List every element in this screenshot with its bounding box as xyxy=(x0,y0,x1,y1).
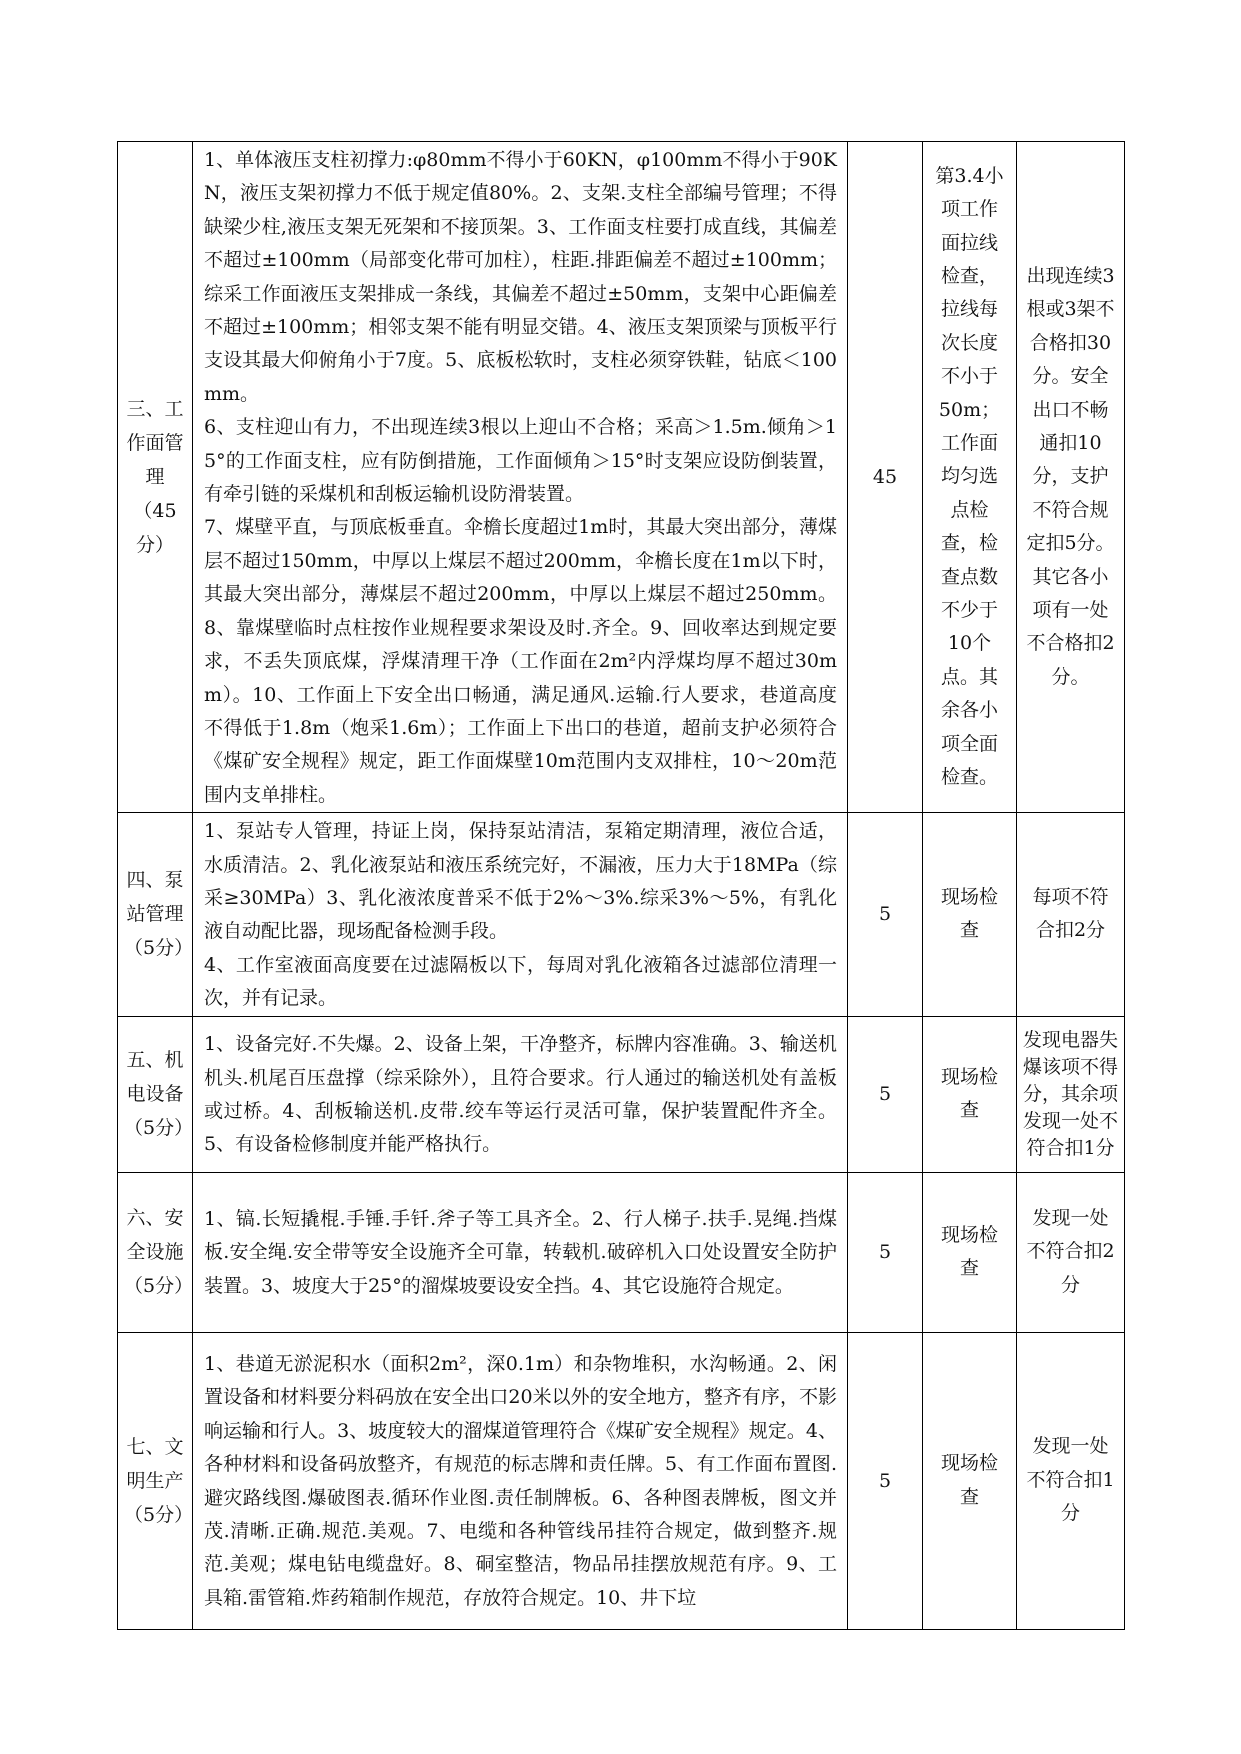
score-cell: 5 xyxy=(848,1332,923,1629)
score-cell: 5 xyxy=(848,1016,923,1172)
requirement-text: 1、巷道无淤泥积水（面积2m²，深0.1m）和杂物堆积，水沟畅通。2、闲置设备和材料要分料码放在安全出口20米以外的安全地方，整齐有序，不影响运输和行人。3、坡度较大的溜煤道管理符合《煤矿安全规程》规定。4、各种材料和设备码放整齐，有规范的标志牌和责任牌。5、有工作面布置图.避灾路线图.爆破图表.循环作业图.责任制牌板。6、各种图表牌板，图文并茂.清晰.正确.规范.美观。7、电缆和各种管线吊挂符合规定，做到整齐.规范.美观；煤电钻电缆盘好。8、硐室整洁，物品吊挂摆放规范有序。9、工具箱.雷管箱.炸药箱制作规范，存放符合规定。10、井下垃 xyxy=(204,1352,837,1609)
requirement-text: 1、设备完好.不失爆。2、设备上架，干净整齐，标牌内容准确。3、输送机机头.机尾百压盘撑（综采除外），且符合要求。行人通过的输送机处有盖板或过桥。4、刮板输送机.皮带.绞车等运行灵活可靠，保护装置配件齐全。5、有设备检修制度并能严格执行。 xyxy=(204,1033,837,1156)
score-cell: 5 xyxy=(848,1172,923,1332)
requirement-text: 7、煤壁平直，与顶底板垂直。伞檐长度超过1m时，其最大突出部分，薄煤层不超过150mm，中厚以上煤层不超过200mm，伞檐长度在1m以下时，其最大突出部分，薄煤层不超过200mm，中厚以上煤层不超过250mm。8、靠煤壁临时点柱按作业规程要求架设及时.齐全。9、回收率达到规定要求，不丢失顶底煤，浮煤清理干净（工作面在2m²内浮煤均厚不超过30mm）。10、工作面上下安全出口畅通，满足通风.运输.行人要求，巷道高度不得低于1.8m（炮采1.6m）；工作面上下出口的巷道，超前支护必须符合《煤矿安全规程》规定，距工作面煤壁10m范围内支双排柱，10～20m范围内支单排柱。 xyxy=(204,516,837,806)
inspection-method-cell: 现场检查 xyxy=(923,1172,1017,1332)
category-cell: 四、泵站管理（5分） xyxy=(118,813,193,1016)
inspection-method-cell: 现场检查 xyxy=(923,1016,1017,1172)
table-row xyxy=(118,813,1125,1016)
inspection-method-cell: 现场检查 xyxy=(923,813,1017,1016)
deduction-cell: 发现电器失爆该项不得分，其余项发现一处不符合扣1分 xyxy=(1017,1016,1125,1172)
inspection-method-cell: 第3.4小项工作面拉线检查，拉线每次长度不小于50m；工作面均匀选点检查，检查点数不少于10个点。其余各小项全面检查。 xyxy=(923,142,1017,813)
table-row xyxy=(118,1172,1125,1332)
requirements-cell xyxy=(193,1172,848,1332)
deduction-cell: 出现连续3根或3架不合格扣30分。安全出口不畅通扣10分，支护不符合规定扣5分。其它各小项有一处不合格扣2分。 xyxy=(1017,142,1125,813)
requirements-cell xyxy=(193,142,848,813)
category-cell: 七、文明生产（5分） xyxy=(118,1332,193,1629)
requirements-cell xyxy=(193,1332,848,1629)
table-row xyxy=(118,1016,1125,1172)
category-cell: 三、工作面管理（45分） xyxy=(118,142,193,813)
deduction-cell: 每项不符合扣2分 xyxy=(1017,813,1125,1016)
requirement-text: 1、泵站专人管理，持证上岗，保持泵站清洁，泵箱定期清理，液位合适，水质清洁。2、乳化液泵站和液压系统完好，不漏液，压力大于18MPa（综采≥30MPa）3、乳化液浓度普采不低于2%～3%.综采3%～5%，有乳化液自动配比器，现场配备检测手段。 xyxy=(204,820,837,943)
requirements-cell xyxy=(193,1016,848,1172)
requirement-text: 1、镐.长短撬棍.手锤.手钎.斧子等工具齐全。2、行人梯子.扶手.晃绳.挡煤板.安全绳.安全带等安全设施齐全可靠，转载机.破碎机入口处设置安全防护装置。3、坡度大于25°的溜煤坡要设安全挡。4、其它设施符合规定。 xyxy=(204,1207,837,1297)
deduction-cell: 发现一处不符合扣1分 xyxy=(1017,1332,1125,1629)
category-cell: 五、机电设备（5分） xyxy=(118,1016,193,1172)
requirements-cell xyxy=(193,813,848,1016)
inspection-method-cell: 现场检查 xyxy=(923,1332,1017,1629)
score-cell: 5 xyxy=(848,813,923,1016)
requirement-text: 6、支柱迎山有力，不出现连续3根以上迎山不合格；采高＞1.5m.倾角＞15°的工作面支柱，应有防倒措施，工作面倾角＞15°时支架应设防倒装置，有牵引链的采煤机和刮板运输机设防滑装置。 xyxy=(204,416,837,506)
score-cell: 45 xyxy=(848,142,923,813)
category-cell: 六、安全设施（5分） xyxy=(118,1172,193,1332)
requirement-text: 4、工作室液面高度要在过滤隔板以下，每周对乳化液箱各过滤部位清理一次，并有记录。 xyxy=(204,953,837,1010)
deduction-cell: 发现一处不符合扣2分 xyxy=(1017,1172,1125,1332)
standards-table xyxy=(117,141,1125,1630)
table-row xyxy=(118,1332,1125,1629)
table-row xyxy=(118,142,1125,813)
requirement-text: 1、单体液压支柱初撑力:φ80mm不得小于60KN，φ100mm不得小于90KN，液压支架初撑力不低于规定值80%。2、支架.支柱全部编号管理；不得缺梁少柱,液压支架无死架和不接顶架。3、工作面支柱要打成直线，其偏差不超过±100mm（局部变化带可加柱），柱距.排距偏差不超过±100mm；综采工作面液压支架排成一条线，其偏差不超过±50mm，支架中心距偏差不超过±100mm；相邻支架不能有明显交错。4、液压支架顶梁与顶板平行支设其最大仰俯角小于7度。5、底板松软时，支柱必须穿铁鞋，钻底＜100mm。 xyxy=(204,149,837,405)
